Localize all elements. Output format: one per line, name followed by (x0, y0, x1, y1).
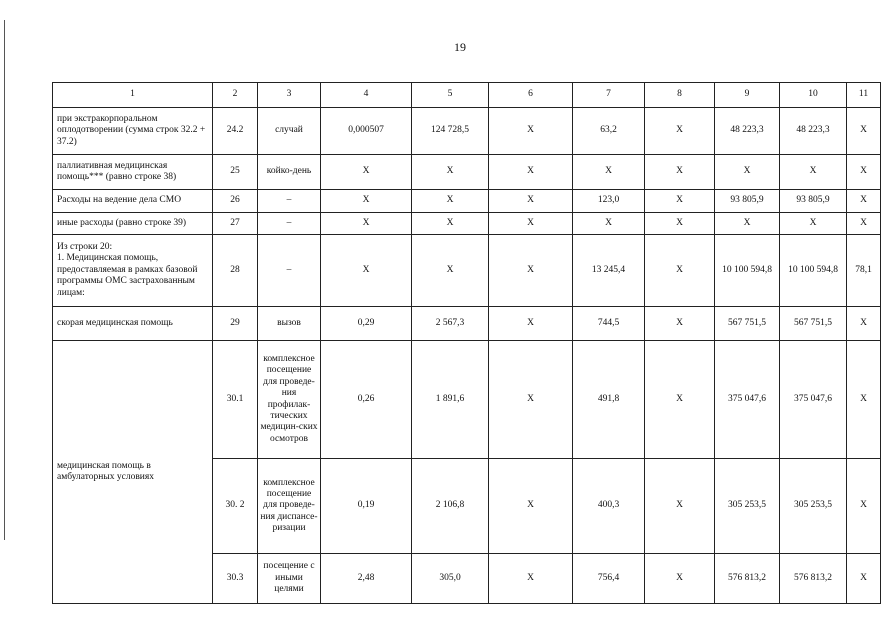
cell: 2 106,8 (412, 459, 489, 554)
cell: X (489, 155, 573, 190)
row-unit: – (258, 235, 321, 307)
cell: X (489, 307, 573, 341)
cell: 576 813,2 (715, 554, 780, 604)
table-row (53, 235, 881, 307)
row-code: 27 (213, 213, 258, 235)
row-code: 26 (213, 190, 258, 213)
row-code: 30. 2 (213, 459, 258, 554)
cell: X (645, 307, 715, 341)
row-name-line: 1. Медицинская помощь, предоставляемая в рамках базовой программы ОМС застрахованным лицам: (57, 253, 198, 298)
cell: 0,19 (321, 459, 412, 554)
cell: 124 728,5 (412, 108, 489, 155)
cell: X (847, 554, 881, 604)
cell: X (489, 108, 573, 155)
cell: 744,5 (573, 307, 645, 341)
group-name: медицинская помощь в амбулаторных условиях (53, 341, 213, 604)
cell: X (489, 213, 573, 235)
cell: X (847, 108, 881, 155)
row-unit: комплексное посещение для проведе-ния диспансе-ризации (258, 459, 321, 554)
cell: X (412, 155, 489, 190)
cell: X (645, 213, 715, 235)
header-row (53, 83, 881, 108)
header-cell: 1 (53, 83, 213, 108)
cell: X (780, 155, 847, 190)
row-code: 30.3 (213, 554, 258, 604)
cell: 400,3 (573, 459, 645, 554)
row-code: 24.2 (213, 108, 258, 155)
cell: X (847, 190, 881, 213)
row-code: 30.1 (213, 341, 258, 459)
cell: X (321, 213, 412, 235)
cell: X (321, 235, 412, 307)
cell: 567 751,5 (715, 307, 780, 341)
cell: 78,1 (847, 235, 881, 307)
row-unit: посещение с иными целями (258, 554, 321, 604)
cell: 567 751,5 (780, 307, 847, 341)
cell: X (847, 459, 881, 554)
cell: 0,26 (321, 341, 412, 459)
header-cell: 9 (715, 83, 780, 108)
table-row (53, 190, 881, 213)
cell: 63,2 (573, 108, 645, 155)
cell: 375 047,6 (715, 341, 780, 459)
cell: 576 813,2 (780, 554, 847, 604)
cell: X (645, 190, 715, 213)
cell: 2,48 (321, 554, 412, 604)
cell: 305 253,5 (715, 459, 780, 554)
row-name: Расходы на ведение дела СМО (53, 190, 213, 213)
table-row (53, 341, 881, 459)
row-name-line: Из строки 20: (57, 242, 113, 253)
cell: X (573, 213, 645, 235)
header-cell: 6 (489, 83, 573, 108)
row-unit: вызов (258, 307, 321, 341)
table-row (53, 213, 881, 235)
cell: X (573, 155, 645, 190)
cell: X (489, 459, 573, 554)
cell: X (847, 213, 881, 235)
cell: X (412, 235, 489, 307)
cell: X (321, 155, 412, 190)
header-cell: 7 (573, 83, 645, 108)
row-code: 25 (213, 155, 258, 190)
cell: X (847, 307, 881, 341)
cell: 93 805,9 (715, 190, 780, 213)
cell: X (489, 235, 573, 307)
page-number: 19 (454, 40, 466, 54)
cell: X (780, 213, 847, 235)
cell: X (715, 213, 780, 235)
cell: X (715, 155, 780, 190)
row-unit: – (258, 190, 321, 213)
cell: 10 100 594,8 (780, 235, 847, 307)
cell: X (645, 459, 715, 554)
cell: X (412, 190, 489, 213)
row-code: 28 (213, 235, 258, 307)
cell: 756,4 (573, 554, 645, 604)
cell: X (321, 190, 412, 213)
cell: X (847, 341, 881, 459)
header-cell: 8 (645, 83, 715, 108)
cell: X (489, 554, 573, 604)
cell: 93 805,9 (780, 190, 847, 213)
cell: X (847, 155, 881, 190)
row-name: иные расходы (равно строке 39) (53, 213, 213, 235)
header-cell: 11 (847, 83, 881, 108)
cell: 491,8 (573, 341, 645, 459)
cell: X (645, 554, 715, 604)
cell: X (645, 341, 715, 459)
row-code: 29 (213, 307, 258, 341)
data-table (52, 82, 881, 604)
header-cell: 2 (213, 83, 258, 108)
row-name: паллиативная медицинская помощь*** (равно строке 38) (53, 155, 213, 190)
cell: X (645, 155, 715, 190)
cell: 1 891,6 (412, 341, 489, 459)
row-unit: комплексное посещение для проведе-ния профилак-тических медицин-ских осмотров (258, 341, 321, 459)
cell: 10 100 594,8 (715, 235, 780, 307)
table-row (53, 307, 881, 341)
cell: 48 223,3 (715, 108, 780, 155)
header-cell: 10 (780, 83, 847, 108)
cell: 305,0 (412, 554, 489, 604)
cell: X (489, 190, 573, 213)
cell: 123,0 (573, 190, 645, 213)
table-row (53, 155, 881, 190)
cell: 0,29 (321, 307, 412, 341)
row-name: скорая медицинская помощь (53, 307, 213, 341)
cell: 305 253,5 (780, 459, 847, 554)
row-unit: койко-день (258, 155, 321, 190)
cell: X (645, 235, 715, 307)
cell: 0,000507 (321, 108, 412, 155)
row-name: при экстракорпоральном оплодотворении (сумма строк 32.2 + 37.2) (53, 108, 213, 155)
table-row (53, 108, 881, 155)
cell: X (489, 341, 573, 459)
header-cell: 4 (321, 83, 412, 108)
cell: 375 047,6 (780, 341, 847, 459)
row-unit: – (258, 213, 321, 235)
header-cell: 5 (412, 83, 489, 108)
row-name (53, 235, 213, 307)
row-unit: случай (258, 108, 321, 155)
cell: X (645, 108, 715, 155)
cell: 48 223,3 (780, 108, 847, 155)
binding-edge (4, 20, 5, 540)
cell: 2 567,3 (412, 307, 489, 341)
header-cell: 3 (258, 83, 321, 108)
cell: X (412, 213, 489, 235)
cell: 13 245,4 (573, 235, 645, 307)
